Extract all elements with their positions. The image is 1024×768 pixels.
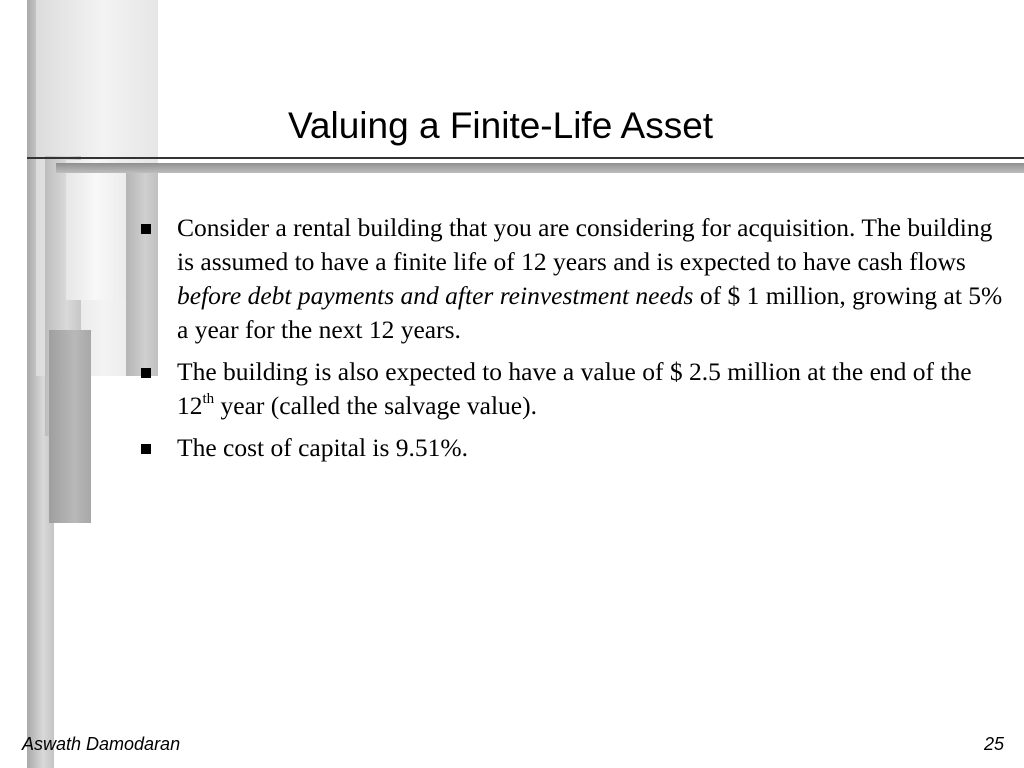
decor-bar: [66, 160, 126, 300]
bullet-text-italic: before debt payments and after reinvestment needs: [177, 281, 694, 310]
bullet-text: Consider a rental building that you are considering for acquisition. The building is assumed to have a finite life of 12 years and is expected to have cash flows: [177, 213, 993, 276]
bullet-list: [138, 211, 1004, 473]
bullet-text: of $ 1 million, growing at 5% a year for the next 12 years.: [177, 281, 1003, 344]
square-bullet-icon: [141, 224, 151, 234]
page-number: 25: [983, 734, 1004, 754]
title-divider: [27, 157, 1024, 159]
slide-title: Valuing a Finite-Life Asset: [288, 105, 714, 146]
bullet-item: [138, 431, 1004, 465]
bullet-text: The building is also expected to have a value of $ 2.5 million at the end of the 12: [177, 357, 972, 420]
bullet-text: year (called the salvage value).: [214, 391, 537, 420]
square-bullet-icon: [141, 368, 151, 378]
bullet-item: [138, 355, 1004, 423]
square-bullet-icon: [141, 444, 151, 454]
bullet-text: The cost of capital is 9.51%.: [177, 433, 469, 462]
footer-author: Aswath Damodaran: [22, 734, 181, 754]
title-divider-shadow: [56, 163, 1024, 173]
bullet-superscript: th: [202, 390, 215, 407]
decor-bar: [49, 330, 91, 523]
bullet-item: [138, 211, 1004, 347]
